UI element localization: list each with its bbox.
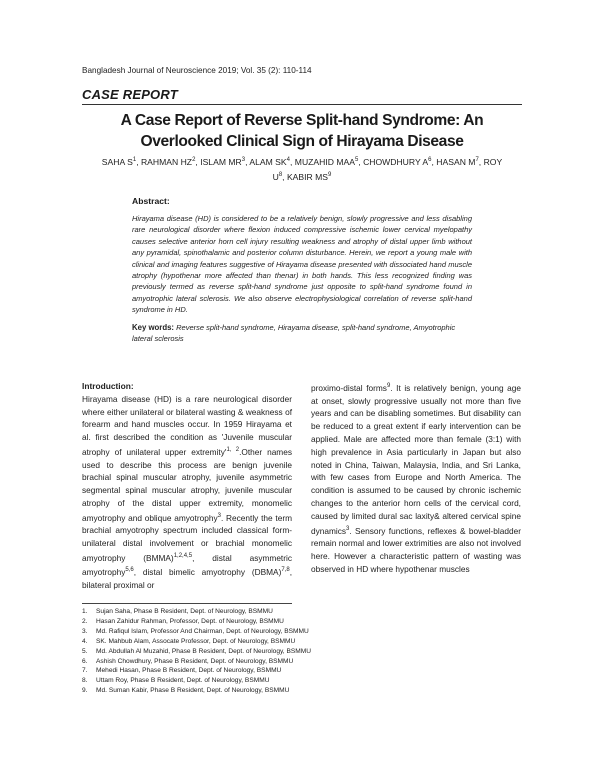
author-name: KABIR MS (286, 171, 329, 182)
citation-marker: 3 (217, 512, 221, 519)
citation-marker: 5,6 (125, 567, 134, 574)
footnote-number: 8. (82, 677, 88, 685)
body-column-right (311, 380, 521, 575)
author-name: ALAM SK (249, 156, 287, 167)
abstract-text: Hirayama disease (HD) is considered to be a relatively benign, slowly progressive and less disabling rare neurological disorder where flexion induced compressive ischemic lower cervical myelopathy causes selective anterior horn cell injury resulting weakness and atrophy of distal upper limb without any pyramidal, spinothalamic and posterior column disturbance. Herein, we report a young male with clinical and imaging features suggestive of Hirayama disease presented with dissociated hand muscle atrophy (hypothenar more affected than thenar) in both hands. This less recognized finding was previously termed as reverse split-hand syndrome just opposite to split-hand syndrome found in amyotrophic lateral sclerosis. We also observe electrophysiological correlation of reverse split-hand syndrome in HD. (132, 214, 472, 315)
intro-text-run: . Recently the term brachial amyotrophy spectrum included classical form-unilateral distal involvement or brachial monomelic amyotrophy (BMMA) (82, 512, 292, 563)
intro-text-run: , distal asymmetric amyotrophy (82, 552, 292, 578)
citation-marker: 1,2,4,5 (173, 552, 193, 559)
author-name: MUZAHID MAA (294, 156, 355, 167)
footnote-item (82, 627, 382, 637)
author-affiliation-marker: 1 (132, 157, 137, 163)
citation-marker: 7,8 (281, 567, 290, 574)
author-affiliation-marker: 5 (354, 157, 359, 163)
paper-title: A Case Report of Reverse Split-hand Syndrome: An Overlooked Clinical Sign of Hirayama Disease (120, 112, 484, 150)
author-name: ROY U (272, 156, 503, 182)
footnote-number: 6. (82, 657, 88, 665)
citation-marker: 1, 2 (226, 446, 240, 453)
author-name: ISLAM MR (200, 156, 242, 167)
author-name: SAHA S (101, 156, 133, 167)
citation-marker: 9 (386, 383, 391, 389)
intro-text-run: , bilateral proximal or (82, 567, 292, 591)
author-list: SAHA $S^1$, RAHMAN $HZ^2$, ISLAM $MR^3$, ALAM $SK^4$, MUZAHID MAA$^5$, CHOWDHURY $A^6$, HASAN $M^7$, ROY $U^8$, KABIR $MS^9$ (101, 156, 503, 182)
footnote-item (82, 617, 382, 627)
footnote-item (82, 637, 382, 647)
footnote-item (82, 686, 382, 696)
footnote-number: 3. (82, 627, 88, 635)
affiliation-footnotes (82, 607, 382, 696)
footnote-text: SK. Mahbub Alam, Assocate Professor, Dept. of Neurology, BSMMU (96, 637, 296, 645)
journal-citation: Bangladesh Journal of Neuroscience 2019; Vol. 35 (2): 110-114 (82, 66, 312, 75)
introduction-text-right (311, 380, 521, 575)
footnote-number: 5. (82, 647, 88, 655)
author-affiliation-marker: 2 (192, 157, 196, 163)
footnote-number: 1. (82, 608, 88, 615)
author-affiliation-marker: 3 (241, 157, 246, 163)
footnote-text: Md. Abdullah Al Muzahid, Phase B Resident, Dept. of Neurology, BSMMU (96, 647, 312, 655)
footnote-item (82, 607, 382, 617)
footnote-text: Mehedi Hasan, Phase B Resident, Dept. of Neurology, BSMMU (96, 667, 282, 675)
citation-marker: 3 (346, 525, 350, 532)
intro-text-run: proximo-distal forms (311, 382, 387, 393)
author-affiliation-marker: 9 (328, 171, 332, 178)
intro-text-run: .Other names used to describe this process are benign juvenile brachial spinal muscular atrophy, juvenile asymmetric segmental spinal muscular atrophy, juvenile muscular atrophy of the distal upper extremity, monomelic amyotrophy and oblique amyotrophy (82, 446, 292, 523)
header-rule (82, 104, 522, 105)
footnote-number: 7. (82, 667, 88, 675)
footnote-text: Uttam Roy, Phase B Resident, Dept. of Neurology, BSMMU (96, 677, 270, 685)
author-affiliation-marker: 7 (475, 157, 479, 163)
footnote-text: Md. Suman Kabir, Phase B Resident, Dept. of Neurology, BSMMU (96, 687, 290, 695)
intro-text-run: , distal bimelic amyotrophy (DBMA) (133, 567, 282, 578)
footnote-item (82, 676, 382, 686)
author-name: RAHMAN HZ (140, 156, 193, 167)
intro-text-run: . It is relatively benign, young age at onset, slowly progressive usually not more than five years and can be disabling sometimes. But disability can be reduced to a great extent if early intervention can be applied. Male are affected more than female (3:1) with high prevalence in Asia particularly in Japan but also noted in China, Taiwan, Malaysia, India, and Sri Lanka, with few cases from Europe and North America. The condition is assumed to be caused by chronic ischemic changes to the anterior horn cells of the cervical cord, caused by limited dural sac laxity& altered cervical spine dynamics (311, 382, 521, 536)
introduction-heading: Introduction: (82, 381, 134, 391)
footnote-text: Md. Rafiqul Islam, Professor And Chairman, Dept. of Neurology, BSMMU (96, 627, 309, 635)
footnote-item (82, 657, 382, 667)
footnote-item (82, 666, 382, 676)
author-affiliation-marker: 8 (278, 171, 283, 178)
footnote-text: Sujan Saha, Phase B Resident, Dept. of Neurology, BSMMU (96, 608, 273, 615)
keywords-label: Key words: (132, 322, 175, 332)
footnote-rule (82, 603, 292, 604)
abstract-section (132, 196, 472, 344)
author-name: CHOWDHURY A (363, 156, 429, 167)
introduction-text-left (82, 393, 292, 592)
footnote-text: Hasan Zahidur Rahman, Professor, Dept. of Neurology, BSMMU (96, 617, 284, 625)
intro-text-run: Hirayama disease (HD) is a rare neurological disorder where either unilateral or bilateral wasting & weakness of forearm and hand muscles occur. In 1959 Hirayama et al. first described the condition as 'Juvenile muscular atrophy of unilateral upper extremity' (82, 393, 292, 457)
footnote-number: 2. (82, 617, 88, 625)
footnote-number: 9. (82, 687, 88, 695)
intro-text-run: . Sensory functions, reflexes & bowel-bladder remain normal and lower extrimities are also not involved here. However a characteristic pattern of wasting was observed in HD where hypothenar muscles (311, 525, 521, 574)
abstract-heading: Abstract: (132, 196, 170, 206)
footnote-text: Ashish Chowdhury, Phase B Resident, Dept. of Neurology, BSMMU (96, 657, 294, 665)
section-label: CASE REPORT (82, 87, 178, 102)
author-affiliation-marker: 4 (286, 157, 290, 163)
author-affiliation-marker: 6 (428, 157, 432, 163)
keywords-text: Reverse split-hand syndrome, Hirayama disease, split-hand syndrome, Amyotrophic lateral sclerosis (132, 322, 456, 344)
footnote-item (82, 647, 382, 657)
footnote-number: 4. (82, 637, 88, 645)
keywords (132, 322, 472, 345)
body-column-left (82, 380, 292, 592)
author-name: HASAN M (436, 156, 476, 167)
